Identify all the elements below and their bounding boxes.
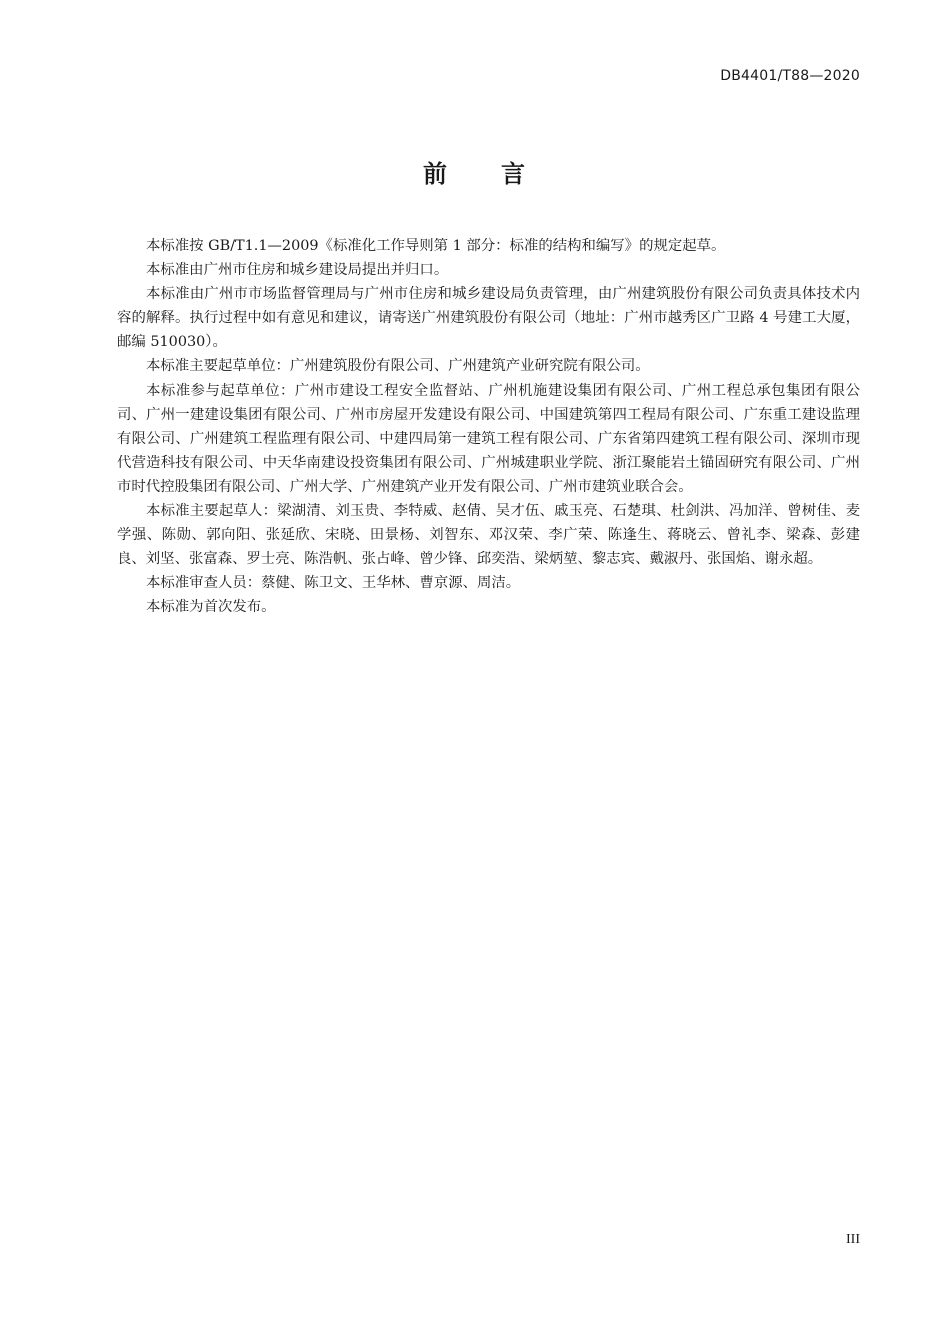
paragraph-proposer: 本标准由广州市住房和城乡建设局提出并归口。 <box>146 262 449 279</box>
paragraph-main-drafting-units: 本标准主要起草单位：广州建筑股份有限公司、广州建筑产业研究院有限公司。 <box>146 358 650 375</box>
page-number: III <box>846 1232 860 1247</box>
standard-code: DB4401/T88—2020 <box>720 68 860 84</box>
paragraph-reviewers: 本标准审查人员：蔡健、陈卫文、王华林、曹京源、周洁。 <box>146 575 521 592</box>
foreword-body <box>117 234 860 620</box>
paragraph-main-drafters: 本标准主要起草人：梁湖清、刘玉贵、李特威、赵倩、吴才伍、戚玉亮、石楚琪、杜剑洪、冯加洋、曾树佳、麦学强、陈勋、郭向阳、张延欣、宋晓、田景杨、刘智东、邓汉荣、李广荣、陈逢生、蒋晓云、曾礼李、梁森、彭建良、刘坚、张富森、罗士亮、陈浩帆、张占峰、曾少锋、邱奕浩、梁炳堃、黎志宾、戴淑丹、张国焰、谢永超。 <box>117 503 860 568</box>
paragraph-first-release: 本标准为首次发布。 <box>146 599 276 616</box>
title-char-2: 言 <box>501 160 527 188</box>
title-char-1: 前 <box>423 160 449 188</box>
paragraph-participating-units: 本标准参与起草单位：广州市建设工程安全监督站、广州机施建设集团有限公司、广州工程总承包集团有限公司、广州一建建设集团有限公司、广州市房屋开发建设有限公司、中国建筑第四工程局有限公司、广东重工建设监理有限公司、广州建筑工程监理有限公司、中建四局第一建筑工程有限公司、广东省第四建筑工程有限公司、深圳市现代营造科技有限公司、中天华南建设投资集团有限公司、广州城建职业学院、浙江聚能岩土锚固研究有限公司、广州市时代控股集团有限公司、广州大学、广州建筑产业开发有限公司、广州市建筑业联合会。 <box>117 382 860 495</box>
page-title <box>0 154 950 189</box>
paragraph-management: 本标准由广州市市场监督管理局与广州市住房和城乡建设局负责管理，由广州建筑股份有限公司负责具体技术内容的解释。执行过程中如有意见和建议，请寄送广州建筑股份有限公司（地址：广州市越秀区广卫路 4 号建工大厦，邮编 510030）。 <box>117 286 860 351</box>
paragraph-drafting-basis: 本标准按 GB/T1.1—2009《标准化工作导则第 1 部分：标准的结构和编写》的规定起草。 <box>146 238 726 254</box>
